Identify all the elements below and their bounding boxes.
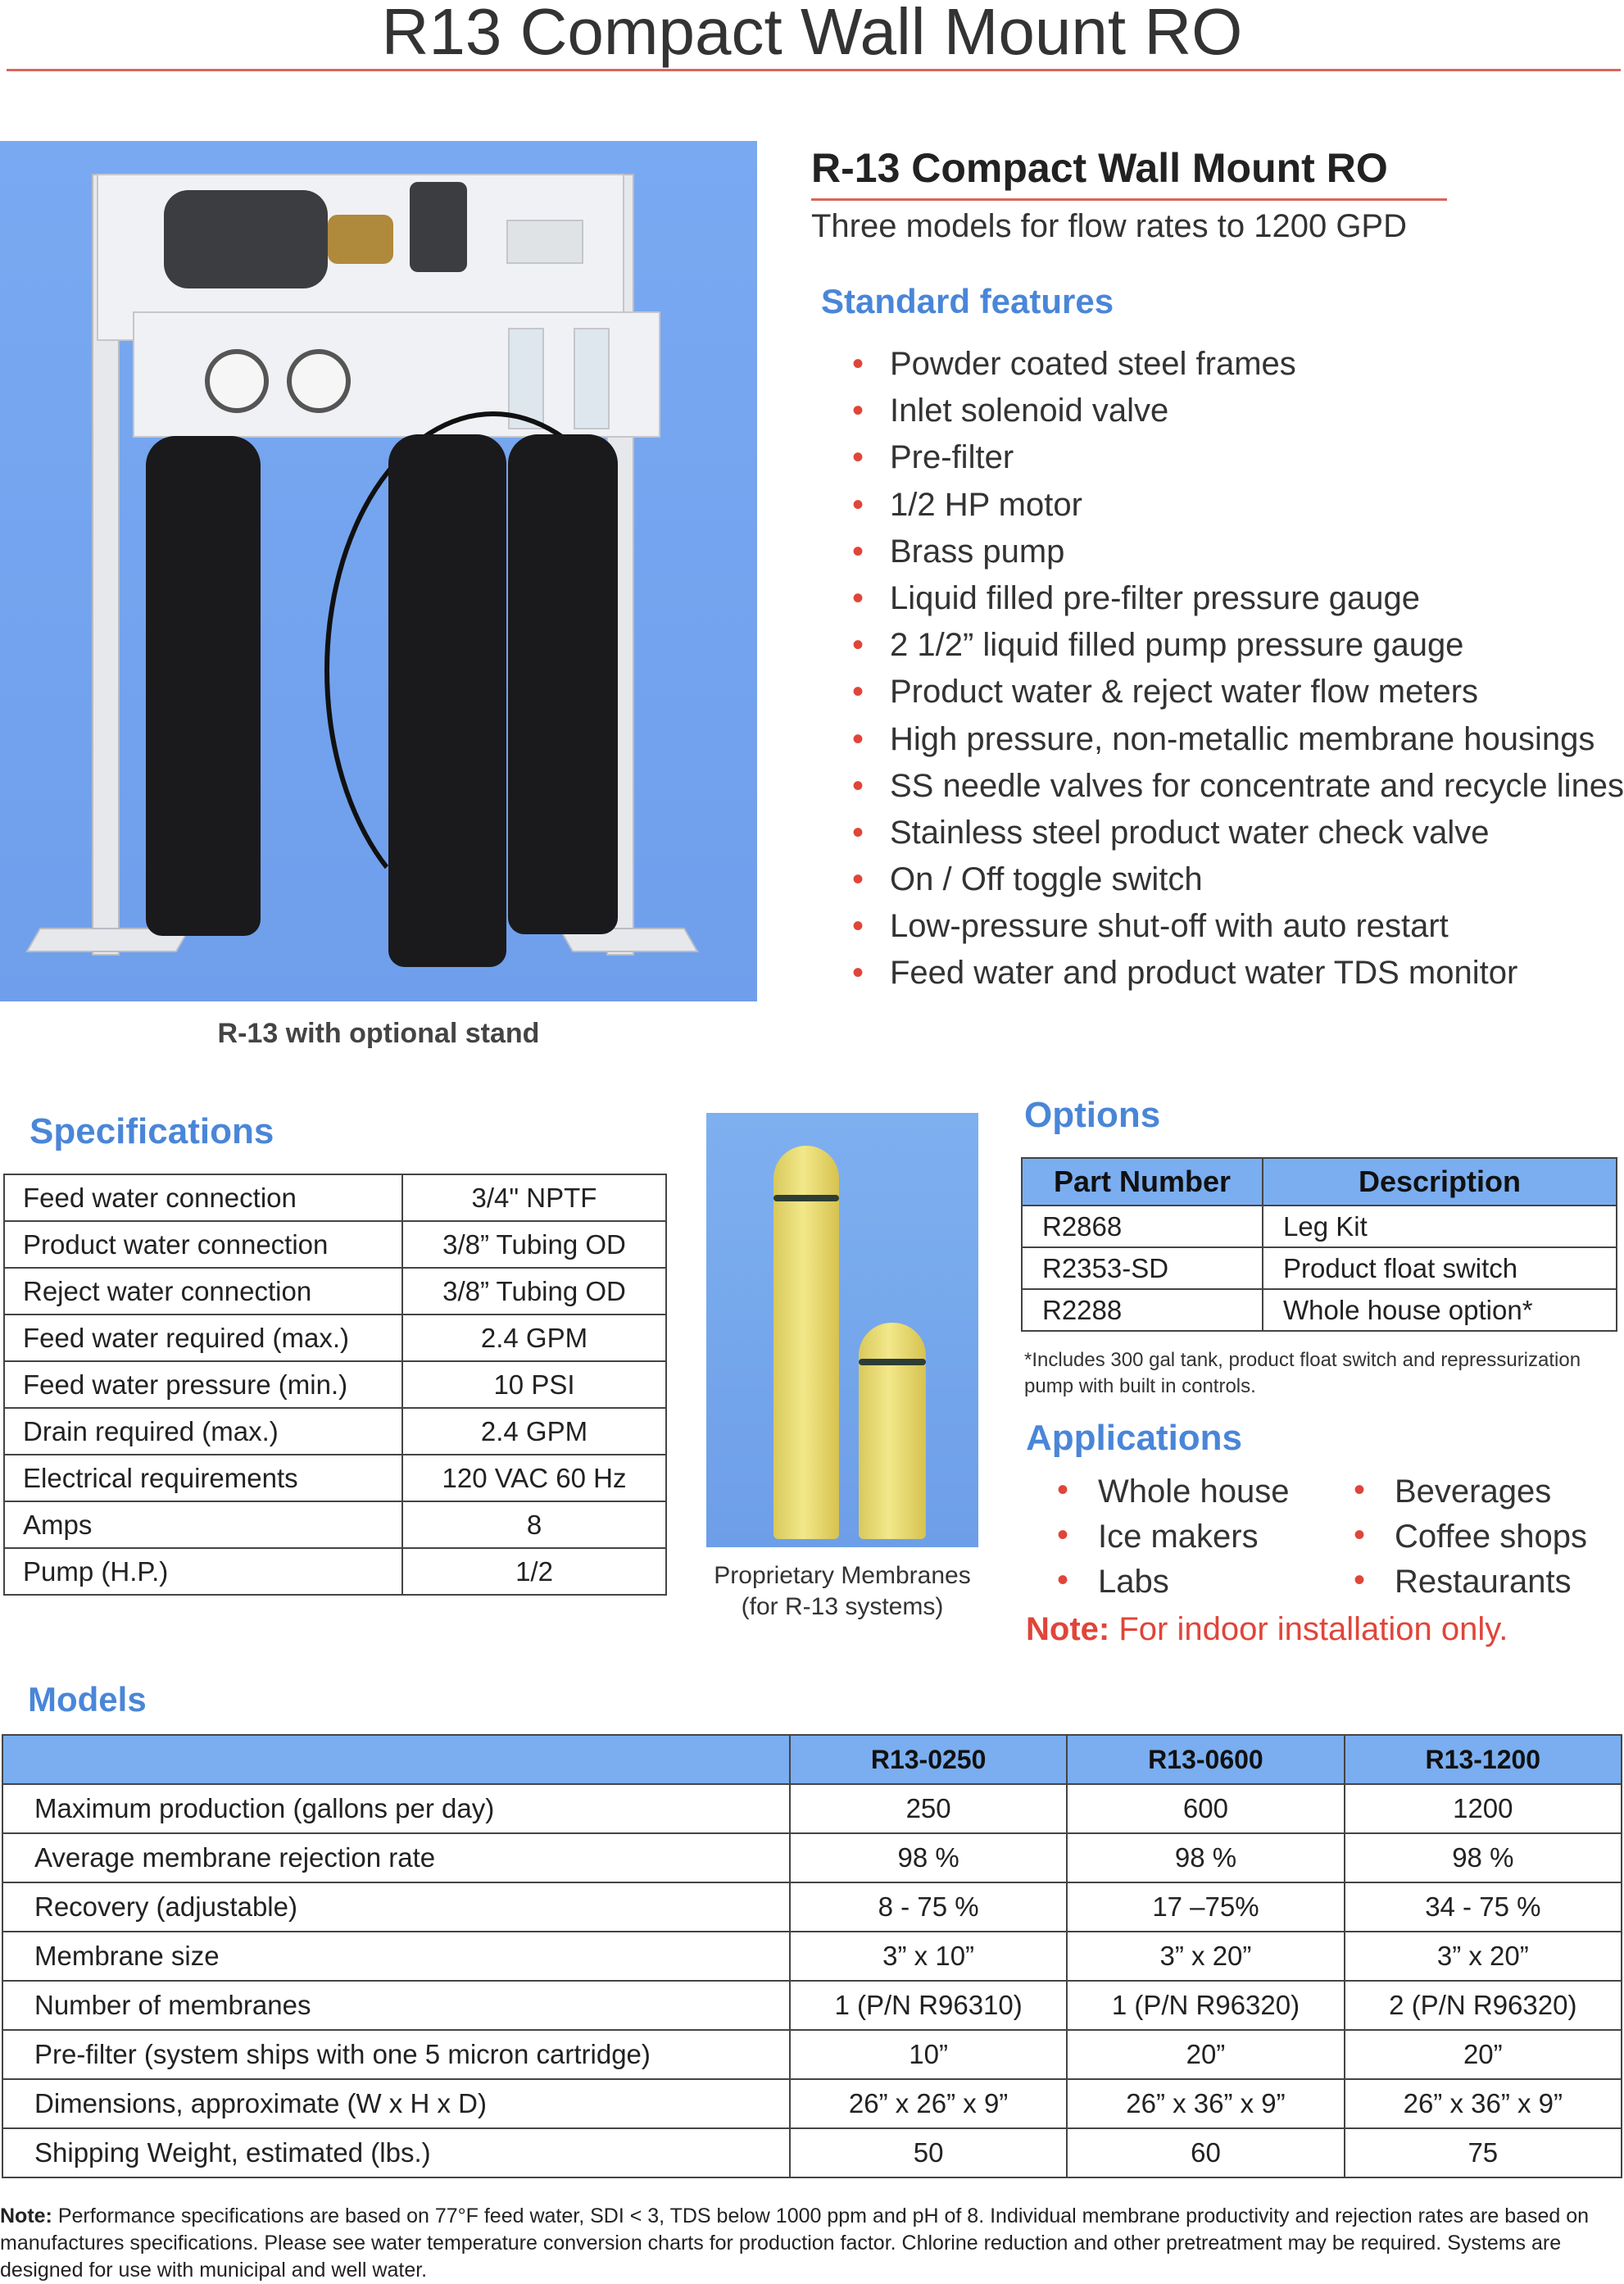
table-row bbox=[2, 1932, 1622, 1981]
table-cell: 98 % bbox=[1345, 1833, 1622, 1882]
spec-value: 120 VAC 60 Hz bbox=[402, 1455, 666, 1501]
prefilter-pressure-gauge bbox=[205, 349, 269, 413]
membrane-seal-ring bbox=[773, 1195, 839, 1201]
table-row bbox=[1022, 1289, 1617, 1331]
bullet-icon: • bbox=[852, 908, 864, 945]
list-item bbox=[1057, 1519, 1259, 1555]
feature-text: Inlet solenoid valve bbox=[890, 393, 1169, 429]
spec-label: Product water connection bbox=[4, 1221, 402, 1268]
membranes-photo bbox=[706, 1113, 978, 1547]
description-cell: Product float switch bbox=[1263, 1247, 1617, 1289]
feature-text: Product water & reject water flow meters bbox=[890, 674, 1479, 711]
brass-pump bbox=[328, 215, 393, 264]
application-text: Beverages bbox=[1395, 1473, 1552, 1510]
membrane-seal-ring bbox=[859, 1359, 926, 1365]
feature-text: High pressure, non-metallic membrane housings bbox=[890, 720, 1595, 757]
list-item bbox=[852, 622, 1624, 669]
prefilter-housing bbox=[146, 436, 261, 936]
options-heading: Options bbox=[1024, 1095, 1161, 1135]
table-cell: 600 bbox=[1067, 1784, 1344, 1833]
bullet-icon: • bbox=[1057, 1472, 1069, 1508]
table-row bbox=[4, 1501, 666, 1548]
features-heading: Standard features bbox=[821, 282, 1114, 320]
spec-label: Pump (H.P.) bbox=[4, 1548, 402, 1595]
list-item bbox=[852, 669, 1624, 715]
feature-text: 1/2 HP motor bbox=[890, 486, 1082, 523]
table-cell: 98 % bbox=[1067, 1833, 1344, 1882]
applications-heading: Applications bbox=[1026, 1418, 1243, 1458]
part-number-cell: R2868 bbox=[1022, 1206, 1263, 1247]
list-item bbox=[1354, 1473, 1551, 1510]
description-cell: Leg Kit bbox=[1263, 1206, 1617, 1247]
bullet-icon: • bbox=[852, 814, 864, 851]
bullet-icon: • bbox=[852, 346, 864, 382]
part-number-cell: R2288 bbox=[1022, 1289, 1263, 1331]
application-text: Ice makers bbox=[1098, 1519, 1259, 1555]
table-row bbox=[2, 1833, 1622, 1882]
table-row bbox=[2, 1981, 1622, 2030]
column-header-model: R13-1200 bbox=[1345, 1735, 1622, 1784]
list-item bbox=[852, 856, 1624, 903]
table-cell: 60 bbox=[1067, 2128, 1344, 2177]
table-cell: 26” x 26” x 9” bbox=[790, 2079, 1067, 2128]
table-row bbox=[4, 1174, 666, 1221]
spec-label: Reject water connection bbox=[4, 1268, 402, 1315]
table-cell: 3” x 20” bbox=[1345, 1932, 1622, 1981]
table-cell: 8 - 75 % bbox=[790, 1882, 1067, 1932]
table-header-row bbox=[2, 1735, 1622, 1784]
spec-value: 3/8” Tubing OD bbox=[402, 1221, 666, 1268]
row-label: Maximum production (gallons per day) bbox=[2, 1784, 790, 1833]
membrane-short bbox=[859, 1323, 926, 1539]
spec-value: 2.4 GPM bbox=[402, 1315, 666, 1361]
spec-value: 8 bbox=[402, 1501, 666, 1548]
bullet-icon: • bbox=[852, 533, 864, 570]
indoor-note-label: Note: bbox=[1026, 1611, 1110, 1647]
list-item bbox=[1057, 1564, 1169, 1601]
page-title: R13 Compact Wall Mount RO bbox=[381, 0, 1243, 68]
spec-label: Amps bbox=[4, 1501, 402, 1548]
list-item bbox=[852, 341, 1624, 388]
table-cell: 50 bbox=[790, 2128, 1067, 2177]
application-text: Restaurants bbox=[1395, 1564, 1572, 1600]
membrane-housing-2 bbox=[508, 434, 618, 934]
table-cell: 1 (P/N R96310) bbox=[790, 1981, 1067, 2030]
description-cell: Whole house option* bbox=[1263, 1289, 1617, 1331]
list-item bbox=[852, 810, 1624, 856]
membranes-caption-line2: (for R-13 systems) bbox=[741, 1593, 944, 1620]
membrane-housing-1 bbox=[388, 434, 506, 967]
table-header-row bbox=[1022, 1158, 1617, 1206]
feature-text: Low-pressure shut-off with auto restart bbox=[890, 908, 1449, 945]
column-header-part-number: Part Number bbox=[1022, 1158, 1263, 1206]
bullet-icon: • bbox=[852, 579, 864, 616]
table-row bbox=[4, 1315, 666, 1361]
spec-value: 3/4" NPTF bbox=[402, 1174, 666, 1221]
row-label: Membrane size bbox=[2, 1932, 790, 1981]
table-cell: 20” bbox=[1345, 2030, 1622, 2079]
table-cell: 1200 bbox=[1345, 1784, 1622, 1833]
title-divider bbox=[7, 69, 1621, 71]
options-footnote-line2: pump with built in controls. bbox=[1024, 1375, 1256, 1397]
spec-value: 3/8” Tubing OD bbox=[402, 1268, 666, 1315]
table-row bbox=[1022, 1247, 1617, 1289]
list-item bbox=[852, 575, 1624, 622]
footnote-text: Performance specifications are based on 77°F feed water, SDI < 3, TDS below 1000 ppm and pH of 8. Individual membrane productivity and rejection rates are based on manufactures specifications. Please see water temperature conversion charts for production factor. Chlorine reduction and other pretreatment may be required. Systems are designed for use with municipal and well water. bbox=[0, 2205, 1590, 2282]
table-cell: 1 (P/N R96320) bbox=[1067, 1981, 1344, 2030]
specifications-heading: Specifications bbox=[29, 1111, 274, 1151]
table-row bbox=[2, 2128, 1622, 2177]
bullet-icon: • bbox=[852, 674, 864, 711]
table-cell: 17 –75% bbox=[1067, 1882, 1344, 1932]
list-item bbox=[1354, 1519, 1587, 1555]
table-cell: 75 bbox=[1345, 2128, 1622, 2177]
spec-value: 10 PSI bbox=[402, 1361, 666, 1408]
list-item bbox=[852, 763, 1624, 810]
column-header-blank bbox=[2, 1735, 790, 1784]
pump-motor bbox=[164, 190, 328, 288]
table-cell: 10” bbox=[790, 2030, 1067, 2079]
row-label: Shipping Weight, estimated (lbs.) bbox=[2, 2128, 790, 2177]
bullet-icon: • bbox=[1354, 1562, 1366, 1598]
photo-caption: R-13 with optional stand bbox=[217, 1018, 540, 1049]
table-cell: 26” x 36” x 9” bbox=[1345, 2079, 1622, 2128]
feature-text: On / Off toggle switch bbox=[890, 861, 1203, 898]
row-label: Dimensions, approximate (W x H x D) bbox=[2, 2079, 790, 2128]
feature-text: Stainless steel product water check valve bbox=[890, 814, 1490, 851]
spec-label: Feed water required (max.) bbox=[4, 1315, 402, 1361]
bullet-icon: • bbox=[852, 439, 864, 476]
bullet-icon: • bbox=[1057, 1517, 1069, 1553]
table-row bbox=[4, 1455, 666, 1501]
table-row bbox=[2, 1882, 1622, 1932]
models-table bbox=[2, 1734, 1622, 2178]
feature-text: Brass pump bbox=[890, 533, 1065, 570]
bullet-icon: • bbox=[852, 393, 864, 429]
table-cell: 250 bbox=[790, 1784, 1067, 1833]
table-cell: 34 - 75 % bbox=[1345, 1882, 1622, 1932]
table-row bbox=[2, 1784, 1622, 1833]
bullet-icon: • bbox=[1354, 1472, 1366, 1508]
table-cell: 20” bbox=[1067, 2030, 1344, 2079]
bullet-icon: • bbox=[1354, 1517, 1366, 1553]
bullet-icon: • bbox=[1057, 1562, 1069, 1598]
list-item bbox=[852, 716, 1624, 763]
table-row bbox=[4, 1361, 666, 1408]
spec-label: Feed water connection bbox=[4, 1174, 402, 1221]
row-label: Pre-filter (system ships with one 5 micron cartridge) bbox=[2, 2030, 790, 2079]
list-item bbox=[852, 903, 1624, 950]
table-row bbox=[1022, 1206, 1617, 1247]
table-row bbox=[4, 1221, 666, 1268]
table-row bbox=[4, 1408, 666, 1455]
product-subheading: Three models for flow rates to 1200 GPD bbox=[811, 208, 1407, 244]
feature-text: Pre-filter bbox=[890, 439, 1014, 476]
performance-footnote bbox=[0, 2203, 1624, 2284]
indoor-note bbox=[1026, 1611, 1508, 1648]
table-row bbox=[2, 2030, 1622, 2079]
table-cell: 26” x 36” x 9” bbox=[1067, 2079, 1344, 2128]
spec-value: 1/2 bbox=[402, 1548, 666, 1595]
list-item bbox=[852, 434, 1624, 481]
spec-label: Feed water pressure (min.) bbox=[4, 1361, 402, 1408]
feature-text: SS needle valves for concentrate and recycle lines bbox=[890, 767, 1624, 804]
list-item bbox=[852, 950, 1624, 997]
product-heading: R-13 Compact Wall Mount RO bbox=[811, 145, 1388, 191]
table-cell: 3” x 20” bbox=[1067, 1932, 1344, 1981]
column-header-model: R13-0250 bbox=[790, 1735, 1067, 1784]
features-list bbox=[852, 341, 1624, 997]
list-item bbox=[852, 388, 1624, 434]
footnote-label: Note: bbox=[0, 2205, 52, 2227]
row-label: Recovery (adjustable) bbox=[2, 1882, 790, 1932]
product-photo bbox=[0, 141, 757, 1001]
application-text: Labs bbox=[1098, 1564, 1169, 1600]
bullet-icon: • bbox=[852, 720, 864, 757]
models-heading: Models bbox=[28, 1680, 147, 1719]
options-footnote-line1: *Includes 300 gal tank, product float switch and repressurization bbox=[1024, 1349, 1581, 1371]
column-header-description: Description bbox=[1263, 1158, 1617, 1206]
spec-label: Electrical requirements bbox=[4, 1455, 402, 1501]
pump-pressure-gauge bbox=[287, 349, 351, 413]
table-row bbox=[4, 1268, 666, 1315]
application-text: Whole house bbox=[1098, 1473, 1290, 1510]
bullet-icon: • bbox=[852, 955, 864, 992]
spec-label: Drain required (max.) bbox=[4, 1408, 402, 1455]
solenoid-valve bbox=[410, 182, 467, 272]
table-cell: 98 % bbox=[790, 1833, 1067, 1882]
product-heading-divider bbox=[811, 198, 1447, 201]
column-header-model: R13-0600 bbox=[1067, 1735, 1344, 1784]
membrane-long bbox=[773, 1146, 839, 1539]
flow-meter-reject bbox=[574, 328, 610, 429]
membranes-caption-line1: Proprietary Membranes bbox=[714, 1562, 971, 1589]
table-row bbox=[4, 1548, 666, 1595]
specifications-table bbox=[3, 1174, 667, 1596]
table-cell: 2 (P/N R96320) bbox=[1345, 1981, 1622, 2030]
list-item bbox=[852, 482, 1624, 529]
spec-value: 2.4 GPM bbox=[402, 1408, 666, 1455]
list-item bbox=[852, 529, 1624, 575]
feature-text: 2 1/2” liquid filled pump pressure gauge bbox=[890, 627, 1464, 664]
part-number-cell: R2353-SD bbox=[1022, 1247, 1263, 1289]
application-text: Coffee shops bbox=[1395, 1519, 1587, 1555]
list-item bbox=[1057, 1473, 1289, 1510]
tds-monitor bbox=[506, 220, 583, 264]
row-label: Number of membranes bbox=[2, 1981, 790, 2030]
table-row bbox=[2, 2079, 1622, 2128]
list-item bbox=[1354, 1564, 1572, 1601]
table-cell: 3” x 10” bbox=[790, 1932, 1067, 1981]
bullet-icon: • bbox=[852, 486, 864, 523]
bullet-icon: • bbox=[852, 627, 864, 664]
feature-text: Liquid filled pre-filter pressure gauge bbox=[890, 579, 1421, 616]
indoor-note-text: For indoor installation only. bbox=[1118, 1611, 1508, 1647]
options-table bbox=[1021, 1157, 1617, 1332]
bullet-icon: • bbox=[852, 767, 864, 804]
row-label: Average membrane rejection rate bbox=[2, 1833, 790, 1882]
feature-text: Feed water and product water TDS monitor bbox=[890, 955, 1518, 992]
feature-text: Powder coated steel frames bbox=[890, 346, 1296, 382]
bullet-icon: • bbox=[852, 861, 864, 898]
